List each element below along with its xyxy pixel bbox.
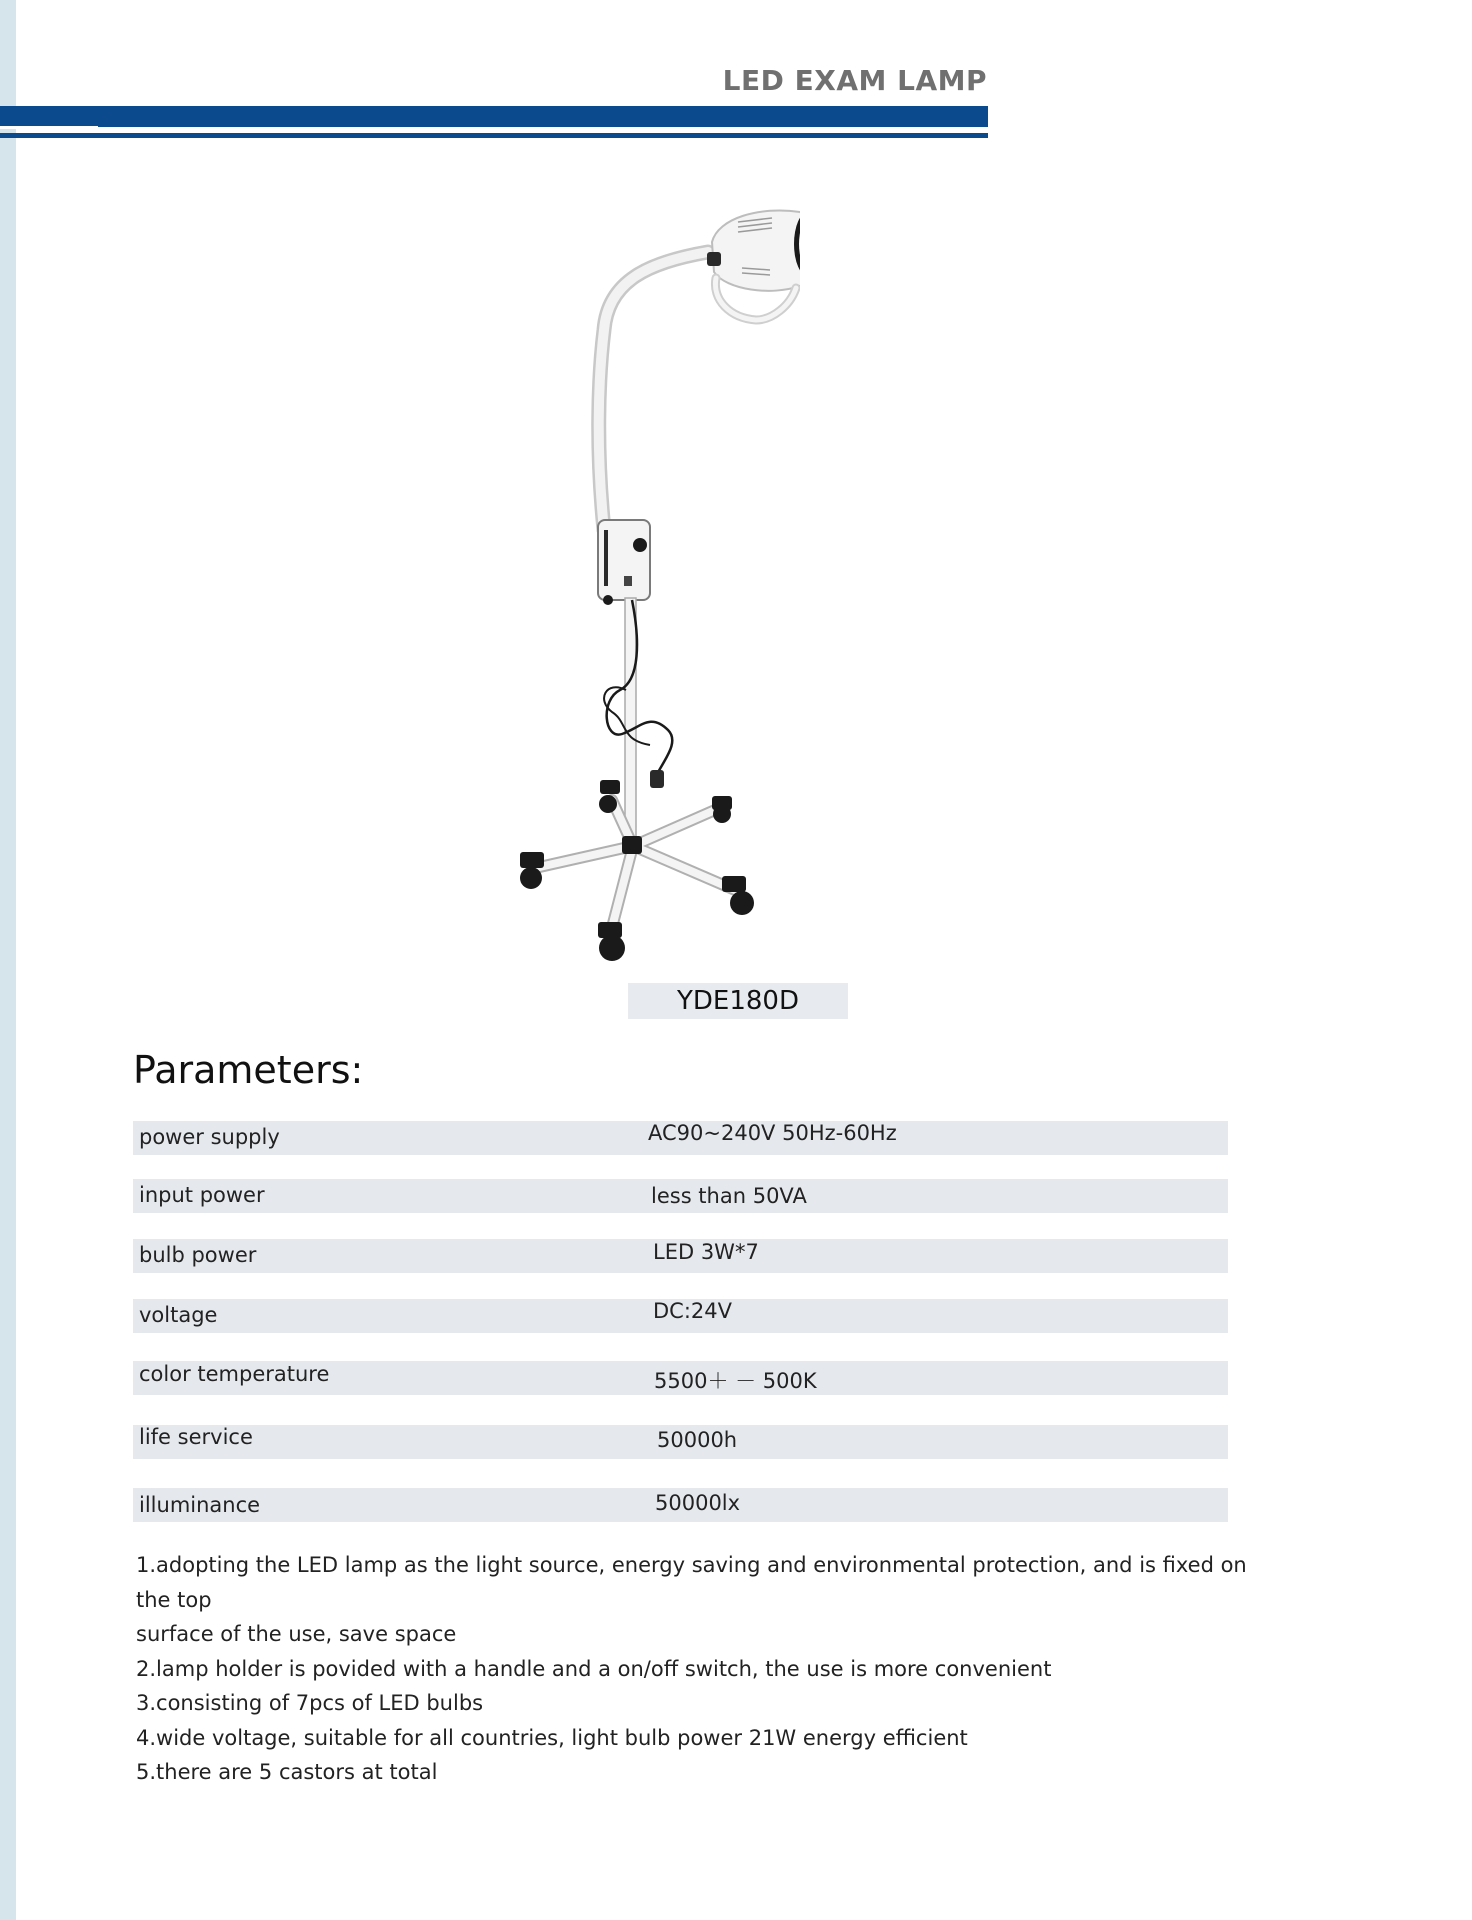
param-label: voltage [139, 1303, 218, 1327]
model-label: YDE180D [628, 983, 848, 1019]
document-title: LED EXAM LAMP [722, 64, 987, 97]
header-band [0, 106, 988, 127]
parameters-heading: Parameters: [133, 1048, 364, 1092]
param-label: bulb power [139, 1243, 257, 1267]
param-label: color temperature [139, 1362, 330, 1386]
header-band-thin [0, 133, 988, 138]
param-value: 50000lx [655, 1491, 741, 1515]
header-band-notch [0, 126, 98, 129]
feature-list [136, 1548, 1286, 1790]
side-strip [0, 0, 16, 1920]
param-row [133, 1425, 1228, 1459]
feature-line: 5.there are 5 castors at total [136, 1760, 438, 1784]
param-label: power supply [139, 1125, 280, 1149]
param-label: life service [139, 1425, 253, 1449]
param-row [133, 1179, 1228, 1213]
param-row [133, 1361, 1228, 1395]
param-row [133, 1488, 1228, 1522]
param-value: less than 50VA [651, 1184, 807, 1208]
param-row [133, 1239, 1228, 1273]
param-value: 50000h [657, 1428, 738, 1452]
feature-line: 2.lamp holder is povided with a handle and a on/off switch, the use is more convenient [136, 1656, 1052, 1681]
param-value: LED 3W*7 [653, 1240, 759, 1264]
feature-line: 4.wide voltage, suitable for all countries, light bulb power 21W energy efficient [136, 1725, 968, 1750]
feature-line: 3.consisting of 7pcs of LED bulbs [136, 1691, 484, 1715]
param-row [133, 1299, 1228, 1333]
param-label: input power [139, 1183, 265, 1207]
exam-lamp-image [500, 200, 800, 980]
param-value: 5500＋ － 500K [654, 1369, 817, 1393]
param-value: DC:24V [653, 1299, 732, 1323]
param-value: AC90~240V 50Hz-60Hz [648, 1121, 897, 1145]
param-row [133, 1121, 1228, 1155]
param-label: illuminance [139, 1493, 261, 1517]
feature-line: surface of the use, save space [136, 1622, 457, 1646]
feature-line: 1.adopting the LED lamp as the light source, energy saving and environmental protection, and is fixed on the top [136, 1553, 1247, 1612]
